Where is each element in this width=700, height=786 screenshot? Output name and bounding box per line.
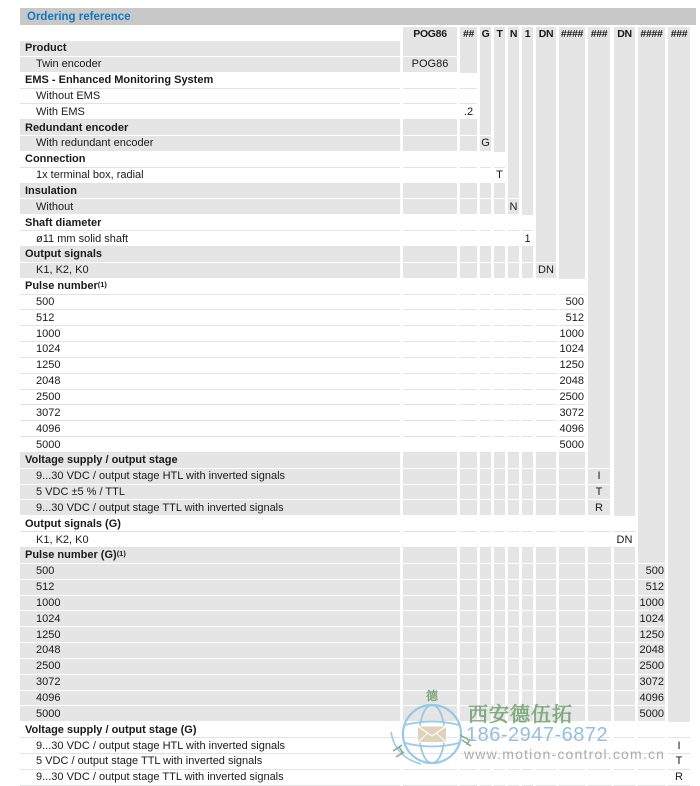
table-row [20,390,690,406]
code-header-cell: DN [536,27,556,41]
section-header: Shaft diameter [25,216,102,229]
code-cell: 5000 [639,707,664,720]
row-band [20,136,491,152]
table-row [20,675,690,691]
row-label: 9...30 VDC / output stage HTL with inverted signals [36,470,286,483]
code-cell: T [496,169,503,182]
table-row [20,738,690,754]
table-row [20,564,690,580]
section-header: Voltage supply / output stage (G) [25,723,197,736]
section-header: Connection [25,153,86,166]
code-cell: 1024 [559,343,584,356]
row-label: 4096 [36,422,61,435]
logo-char: 德 [425,689,439,703]
column-gap [505,27,508,786]
code-header-cell: POG86 [403,27,457,41]
row-band [20,295,585,311]
code-cell: I [677,739,681,752]
footnote-marker: (1) [97,279,107,289]
code-header-cell: ## [460,27,477,41]
row-label: 1024 [36,343,61,356]
code-cell: 2048 [559,375,584,388]
code-cell: T [595,486,603,499]
table-row [20,374,690,390]
row-label: 2048 [36,375,61,388]
column-gap [533,27,536,786]
section-header-row [20,516,690,532]
row-band [20,168,505,184]
code-header-cell: G [481,28,490,40]
code-header-row [20,27,690,41]
code-cell: R [595,501,603,514]
table-row [20,263,690,279]
code-header-cell: ### [588,27,610,41]
code-cell: 512 [565,311,584,324]
row-band [20,73,477,89]
column-gap [585,27,588,786]
row-band [20,691,665,707]
table-row [20,104,690,120]
table-row [20,136,690,152]
row-label: 9...30 VDC / output stage TTL with inverted signals [36,501,284,514]
row-label: K1, K2, K0 [36,264,89,277]
section-header-row [20,152,690,168]
column-gap [457,27,460,786]
row-band [20,421,585,437]
column-gap [556,27,559,786]
row-band [20,611,665,627]
row-band [20,754,690,770]
row-label: 1250 [36,628,61,641]
table-row [20,532,690,548]
row-label: 1000 [36,596,61,609]
section-header-row [20,41,690,57]
column-gap [477,27,480,786]
row-label: Without EMS [36,89,101,102]
code-cell: DN [616,533,633,546]
section-header: Redundant encoder [25,121,129,134]
row-band [20,358,585,374]
row-band [20,184,519,200]
row-band [20,770,690,786]
code-cell: 1000 [559,327,584,340]
row-band [20,564,665,580]
table-row [20,421,690,437]
table-row [20,706,690,722]
code-cell: I [597,470,601,483]
section-header: Pulse number (G) (1) [25,549,126,562]
code-header-cell: #### [560,28,584,40]
row-label: 2500 [36,390,61,403]
column-gap [611,27,614,786]
code-cell: R [675,771,683,784]
section-header-row [20,73,690,89]
table-row [20,295,690,311]
row-band [20,326,585,342]
row-label: 1000 [36,327,61,340]
section-header-row [20,722,690,738]
table-row [20,627,690,643]
row-band [20,580,665,596]
row-band [20,279,585,295]
section-header-row [20,184,690,200]
watermark-website: www.motion-control.com.cn [464,746,666,762]
section-header: EMS - Enhanced Monitoring System [25,74,214,87]
table-row [20,231,690,247]
row-label: 9...30 VDC / output stage TTL with inverted signals [36,771,284,784]
code-cell: 3072 [639,676,664,689]
section-header-row [20,279,690,295]
row-label: 4096 [36,692,61,705]
row-band [20,405,585,421]
code-header-cell: T [494,27,505,41]
row-band [20,104,477,120]
section-header: Voltage supply / output stage [25,454,178,467]
row-label: 3072 [36,676,61,689]
code-cell: T [675,755,683,768]
row-band [20,152,505,168]
section-header: Pulse number (1) [25,279,107,293]
code-cell: 4096 [559,422,584,435]
row-label: 2500 [36,660,61,673]
row-band [20,247,556,263]
table-row [20,469,690,485]
row-band [20,596,665,612]
row-label: 5 VDC / output stage TTL with inverted signals [36,755,263,768]
table-row [20,326,690,342]
footnote-marker: (1) [116,549,126,558]
table-row [20,405,690,421]
row-label: 5000 [36,438,61,451]
code-cell: DN [538,264,554,277]
row-band [20,738,690,754]
code-header-cell: DN [614,27,635,41]
row-label: ø11 mm solid shaft [36,232,129,245]
row-label: 5000 [36,707,61,720]
row-label: 5 VDC ±5 % / TTL [36,486,125,499]
code-cell: 500 [565,295,584,308]
table-rows [20,41,690,786]
table-row [20,89,690,105]
row-band [20,41,457,57]
column-gap [519,27,522,786]
row-label: 2048 [36,644,61,657]
row-band [20,532,635,548]
code-cell: 2500 [639,660,664,673]
table-row [20,342,690,358]
row-band [20,120,491,136]
column-gap [491,27,494,786]
code-header-cell: N [509,28,518,40]
code-cell: 1024 [639,612,664,625]
code-header-cell: ### [668,27,690,41]
code-cell: 2048 [639,644,664,657]
row-band [20,548,665,564]
row-band [20,342,585,358]
code-cell: 5000 [559,438,584,451]
table-row [20,611,690,627]
code-cell: N [509,200,518,213]
table-row [20,596,690,612]
code-header-cell: #### [638,27,665,41]
table-row [20,358,690,374]
row-label: With redundant encoder [36,137,154,150]
watermark-phone: 186-2947-6872 [466,724,609,746]
row-band [20,310,585,326]
code-cell: 4096 [639,692,664,705]
row-label: 1024 [36,612,61,625]
table-row [20,500,690,516]
table-row [20,437,690,453]
section-header-row [20,120,690,136]
column-gap [400,27,403,786]
row-label: 1x terminal box, radial [36,169,144,182]
row-band [20,390,585,406]
section-title: Ordering reference [27,10,131,23]
section-title-bar [20,8,696,25]
row-band [20,516,635,532]
code-cell: 1000 [639,596,664,609]
row-label: Without [36,200,74,213]
section-header: Output signals (G) [25,517,121,530]
row-label: 1250 [36,359,61,372]
table-row [20,770,690,786]
row-band [20,374,585,390]
code-cell: POG86 [411,58,449,71]
column-gap [635,27,638,786]
row-band [20,263,556,279]
table-row [20,643,690,659]
row-label: 512 [36,311,55,324]
section-header-row [20,453,690,469]
row-label: 500 [36,565,55,578]
row-band [20,437,585,453]
column-gap [665,27,668,786]
row-label: 9...30 VDC / output stage HTL with inverted signals [36,739,286,752]
table-row [20,485,690,501]
row-label: Twin encoder [36,58,102,71]
row-band [20,675,665,691]
section-header: Output signals [25,248,102,261]
row-band [20,199,519,215]
table-row [20,659,690,675]
table-row [20,199,690,215]
table-row [20,754,690,770]
row-band [20,659,665,675]
row-label: 512 [36,581,55,594]
code-cell: 1250 [639,628,664,641]
section-header: Insulation [25,185,77,198]
row-band [20,89,477,105]
row-band [20,706,665,722]
row-label: K1, K2, K0 [36,533,89,546]
table-row [20,580,690,596]
table-row [20,57,690,73]
row-band [20,627,665,643]
code-header-cell: 1 [522,27,533,41]
watermark-company-name: 西安德伍拓 [468,704,573,726]
code-cell: 512 [645,581,664,594]
ordering-reference-table [20,8,690,786]
code-cell: 3072 [559,406,584,419]
row-band [20,57,457,73]
row-label: With EMS [36,105,85,118]
code-cell: .2 [463,105,474,118]
row-band [20,643,665,659]
code-cell: 1250 [559,359,584,372]
section-header-row [20,215,690,231]
row-label: 3072 [36,406,61,419]
section-header: Product [25,42,67,55]
code-cell: G [481,137,490,150]
code-cell: 500 [645,565,664,578]
code-cell: 1 [524,232,531,245]
table-row [20,691,690,707]
table-row [20,310,690,326]
code-cell: 2500 [559,390,584,403]
section-header-row [20,548,690,564]
table-row [20,168,690,184]
section-header-row [20,247,690,263]
row-band [20,722,690,738]
row-label: 500 [36,295,55,308]
